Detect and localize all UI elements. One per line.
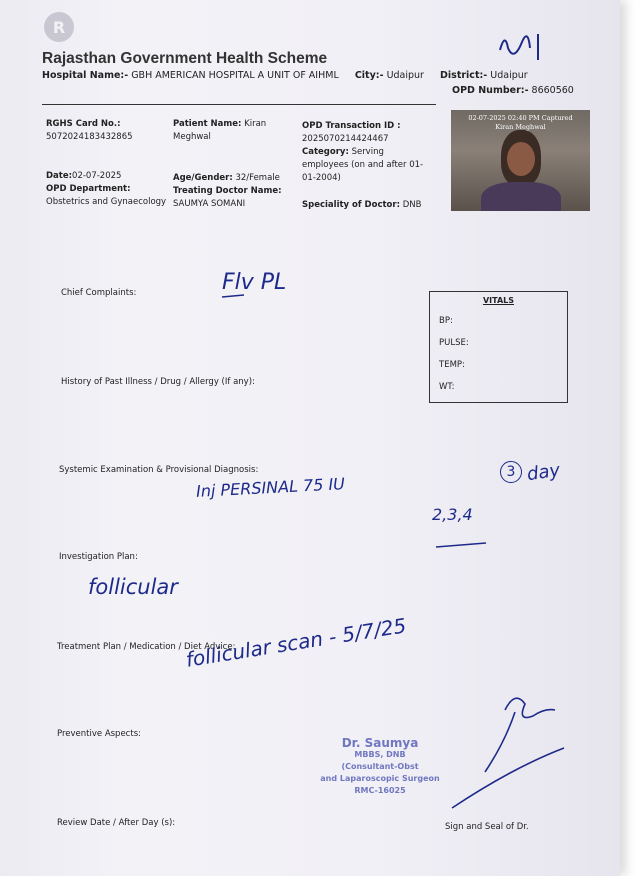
district-value: Udaipur [490, 70, 528, 81]
vitals-wt: WT: [439, 382, 455, 392]
doctor-value: SAUMYA SOMANI [173, 199, 246, 209]
rghs-value: 5072024183432865 [46, 132, 133, 142]
stamp-line-3: (Consultant-Obst [341, 762, 419, 771]
handwritten-diagnosis-line2: 2,3,4 [432, 505, 473, 524]
handwritten-circled-number: 3 [500, 461, 522, 483]
top-initials-mark [500, 34, 538, 60]
opd-transaction-label: OPD Transaction ID : [302, 121, 401, 131]
review-label: Review Date / After Day (s): [57, 818, 176, 828]
department-label: OPD Department: [46, 184, 131, 194]
speciality-value: DNB [402, 200, 422, 210]
date-value: 02-07-2025 [72, 171, 122, 181]
photo-caption-name: Kiran Meghwal [495, 123, 546, 131]
patient-name-label: Patient Name: [173, 119, 242, 129]
sign-seal-label: Sign and Seal of Dr. [445, 822, 529, 832]
speciality-label: Speciality of Doctor: [302, 200, 400, 210]
rghs-logo-icon: R [44, 12, 74, 42]
systemic-label: Systemic Examination & Provisional Diagnosis: [59, 465, 259, 475]
age-label: Age/Gender: [173, 173, 233, 183]
vitals-temp: TEMP: [439, 360, 465, 370]
investigation-label: Investigation Plan: [59, 552, 138, 562]
category-value: Serving employees (on and after 01-01-2004) [302, 147, 424, 183]
opd-number-label: OPD Number:- [452, 85, 529, 96]
stamp-line-1: Dr. Saumya [341, 736, 419, 750]
city-label: City:- [354, 70, 384, 81]
treatment-label: Treatment Plan / Medication / Diet Advice: [57, 642, 236, 652]
patient-name-value: Kiran Meghwal [173, 119, 267, 142]
hospital-label: Hospital Name:- [42, 70, 129, 81]
handwritten-investigation: follicular [88, 575, 178, 599]
stamp-line-4: and Laparoscopic Surgeon [320, 774, 440, 783]
handwritten-diagnosis-line1: Inj PERSINAL 75 IU [195, 474, 346, 501]
opd-transaction-value: 2025070214424467 [302, 134, 389, 144]
document-title: Rajasthan Government Health Scheme [42, 50, 328, 67]
vitals-pulse: PULSE: [439, 338, 469, 348]
vitals-title: VITALS [482, 296, 515, 305]
category-label: Category: [302, 147, 349, 157]
handwritten-chief-complaint: Flv PL [222, 270, 287, 295]
hospital-name: GBH AMERICAN HOSPITAL A UNIT OF AIHML [131, 70, 339, 81]
doctor-signature [452, 698, 564, 808]
age-value: 32/Female [235, 173, 280, 183]
handwritten-day: day [525, 459, 562, 486]
rghs-label: RGHS Card No.: [46, 119, 121, 129]
doctor-label: Treating Doctor Name: [173, 186, 282, 196]
district-label: District:- [440, 70, 488, 81]
history-label: History of Past Illness / Drug / Allergy (If any): [61, 377, 255, 387]
department-value: Obstetrics and Gynaecology [46, 197, 167, 207]
stamp-line-5: RMC-16025 [354, 786, 406, 795]
date-label: Date: [46, 171, 73, 181]
handwritten-treatment: follicular scan - 5/7/25 [184, 613, 408, 672]
preventive-label: Preventive Aspects: [57, 729, 141, 739]
diagnosis-underline [436, 543, 486, 547]
city-value: Udaipur [386, 70, 424, 81]
photo-caption-time: 02-07-2025 02:40 PM Captured [468, 114, 573, 122]
vitals-bp: BP: [439, 316, 453, 326]
opd-number-value: 8660560 [531, 85, 574, 96]
chief-complaints-label: Chief Complaints: [61, 288, 137, 298]
chief-underline [222, 295, 244, 297]
stamp-line-2: MBBS, DNB [354, 750, 406, 759]
